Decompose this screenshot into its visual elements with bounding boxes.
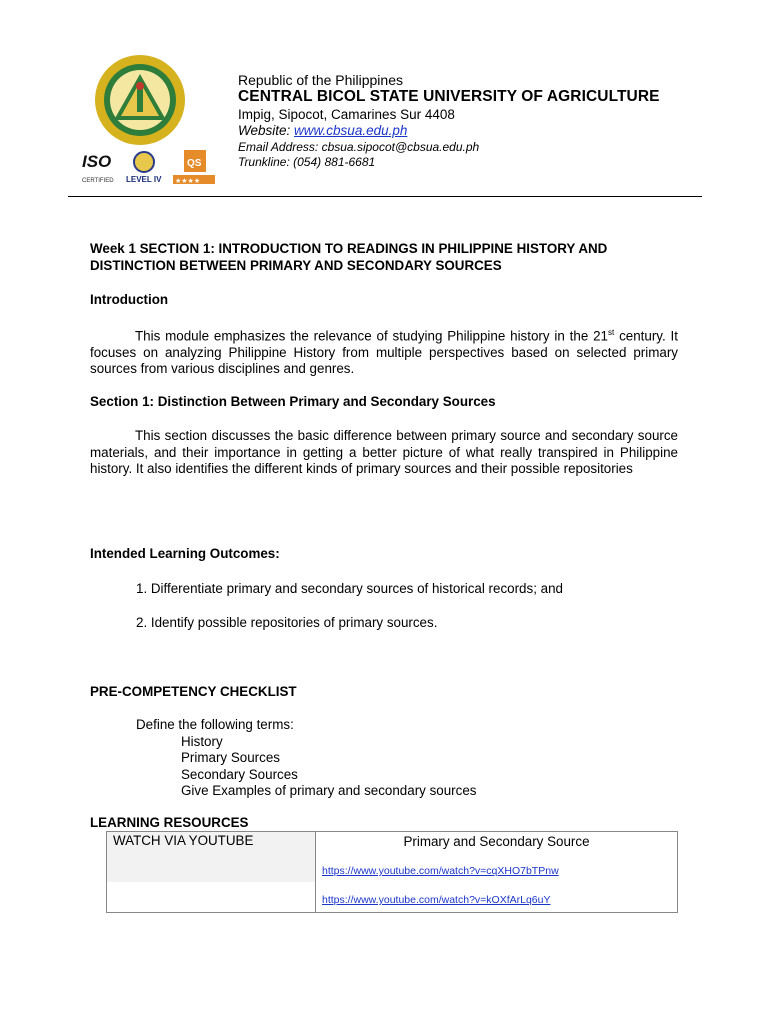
- accreditation-badges: [80, 148, 220, 188]
- header-divider: [68, 196, 702, 197]
- page-title: Week 1 SECTION 1: INTRODUCTION TO READINGS IN PHILIPPINE HISTORY AND DISTINCTION BETWEEN PRIMARY AND SECONDARY SOURCES: [90, 241, 608, 273]
- checklist-term: History: [181, 734, 223, 749]
- checklist-term: Give Examples of primary and secondary sources: [181, 783, 477, 798]
- checklist-prompt: Define the following terms:: [136, 717, 294, 732]
- qs-badge: QS: [187, 158, 202, 169]
- letterhead-country: Republic of the Philippines: [238, 72, 403, 88]
- checklist-term: Primary Sources: [181, 750, 280, 765]
- website-label: Website:: [238, 123, 291, 138]
- resources-left-cell: [107, 832, 316, 913]
- letterhead-address: Impig, Sipocot, Camarines Sur 4408: [238, 107, 455, 122]
- intro-paragraph: This module emphasizes the relevance of studying Philippine history in the 21st century. It focuses on analyzing Philippine History from multiple perspectives based on selected primary sources from various disciplines and genres.: [90, 328, 678, 377]
- outcomes-heading: Intended Learning Outcomes:: [90, 546, 280, 561]
- university-seal-logo: [94, 54, 186, 146]
- level-badge: LEVEL IV: [126, 175, 162, 184]
- checklist-heading: PRE-COMPETENCY CHECKLIST: [90, 684, 297, 699]
- website-link[interactable]: www.cbsua.edu.ph: [294, 123, 408, 138]
- intro-heading: Introduction: [90, 292, 169, 307]
- resources-heading: LEARNING RESOURCES: [90, 815, 249, 830]
- outcome-item: 2. Identify possible repositories of primary sources.: [136, 615, 438, 630]
- checklist-term: Secondary Sources: [181, 767, 298, 782]
- iso-certified-label: CERTIFIED: [82, 178, 114, 184]
- resources-right-cell: [316, 832, 678, 913]
- section1-paragraph: This section discusses the basic difference between primary source and secondary source materials, and their importance in getting a better picture of what really transpired in Philippine history. It also identifies the different kinds of primary sources and their possible repositories: [90, 428, 678, 476]
- section1-heading: Section 1: Distinction Between Primary and Secondary Sources: [90, 394, 496, 409]
- letterhead-trunkline: Trunkline: (054) 881-6681: [238, 155, 376, 169]
- letterhead-university-name: CENTRAL BICOL STATE UNIVERSITY OF AGRICULTURE: [238, 88, 660, 105]
- iso-badge: ISO: [82, 152, 112, 171]
- resource-subject: Primary and Secondary Source: [403, 834, 590, 849]
- outcome-item: 1. Differentiate primary and secondary sources of historical records; and: [136, 581, 563, 596]
- resources-table: [106, 831, 678, 913]
- letterhead-website: [238, 123, 407, 138]
- letterhead-email: Email Address: cbsua.sipocot@cbsua.edu.ph: [238, 140, 480, 154]
- qs-stars: ★★★★: [175, 177, 201, 185]
- youtube-link[interactable]: https://www.youtube.com/watch?v=kOXfArLq6uY: [322, 894, 551, 906]
- watch-label: WATCH VIA YOUTUBE: [107, 832, 315, 882]
- youtube-link[interactable]: https://www.youtube.com/watch?v=cqXHO7bTPnw: [322, 865, 559, 877]
